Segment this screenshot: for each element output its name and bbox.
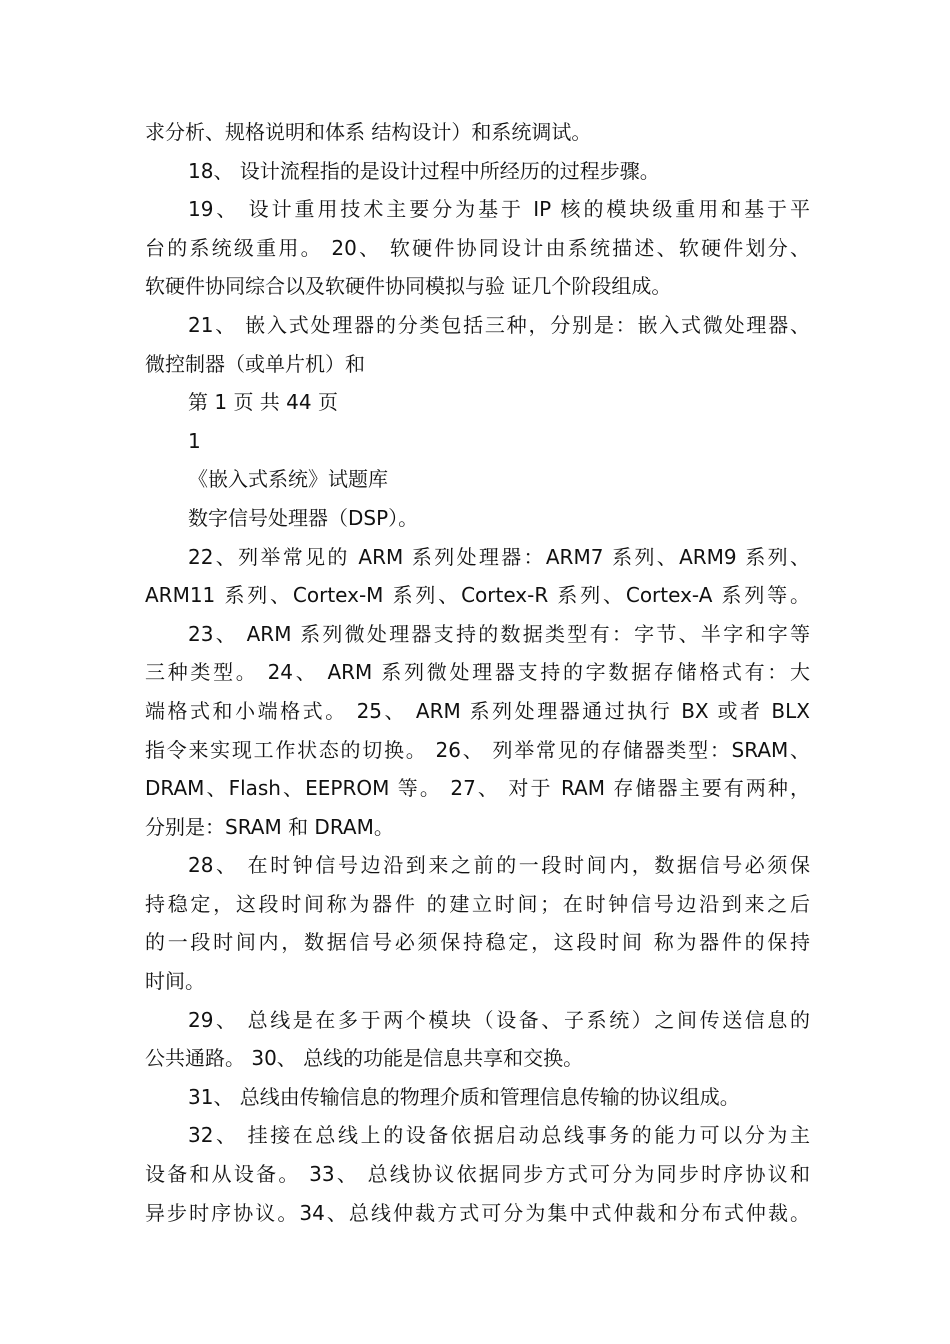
text-line: 公共通路。 30、 总线的功能是信息共享和交换。	[145, 1046, 584, 1071]
text-line: ARM11 系列、Cortex-M 系列、Cortex-R 系列、Cortex-A 系列等。	[145, 583, 810, 608]
text-line: 32、 挂接在总线上的设备依据启动总线事务的能力可以分为主	[188, 1123, 810, 1148]
text-line: 时间。	[145, 969, 205, 994]
text-line: 19、 设计重用技术主要分为基于 IP 核的模块级重用和基于平	[188, 197, 810, 222]
text-line: 1	[188, 428, 201, 453]
text-line: 三种类型。 24、 ARM 系列微处理器支持的字数据存储格式有：大	[145, 660, 810, 685]
text-line: 指令来实现工作状态的切换。 26、 列举常见的存储器类型：SRAM、	[145, 737, 810, 762]
text-line: 21、 嵌入式处理器的分类包括三种，分别是：嵌入式微处理器、	[188, 312, 810, 337]
text-line: 设备和从设备。 33、 总线协议依据同步方式可分为同步时序协议和	[145, 1162, 810, 1187]
text-line: 求分析、规格说明和体系 结构设计）和系统调试。	[145, 120, 592, 144]
text-line: 持稳定，这段时间称为器件 的建立时间；在时钟信号边沿到来之后	[145, 891, 810, 916]
text-line: 分别是：SRAM 和 DRAM。	[145, 814, 394, 839]
text-line: 端格式和小端格式。 25、 ARM 系列处理器通过执行 BX 或者 BLX	[145, 698, 810, 723]
text-line: 台的系统级重用。 20、 软硬件协同设计由系统描述、软硬件划分、	[145, 235, 810, 260]
text-line: 微控制器（或单片机）和	[145, 351, 365, 376]
text-line: 28、 在时钟信号边沿到来之前的一段时间内，数据信号必须保	[188, 853, 810, 878]
text-line: 31、 总线由传输信息的物理介质和管理信息传输的协议组成。	[188, 1084, 740, 1109]
text-line: 软硬件协同综合以及软硬件协同模拟与验 证几个阶段组成。	[145, 274, 672, 299]
document-body	[145, 113, 810, 1232]
text-line: DRAM、Flash、EEPROM 等。 27、 对于 RAM 存储器主要有两种，	[145, 776, 810, 801]
text-line: 《嵌入式系统》试题库	[188, 467, 388, 492]
text-line: 的一段时间内，数据信号必须保持稳定，这段时间 称为器件的保持	[145, 930, 810, 955]
text-line: 18、 设计流程指的是设计过程中所经历的过程步骤。	[188, 158, 660, 183]
text-line: 数字信号处理器（DSP）。	[188, 505, 419, 530]
text-line: 23、 ARM 系列微处理器支持的数据类型有：字节、半字和字等	[188, 621, 810, 646]
text-line: 22、列举常见的 ARM 系列处理器：ARM7 系列、ARM9 系列、	[188, 544, 810, 569]
text-line: 29、 总线是在多于两个模块（设备、子系统）之间传送信息的	[188, 1007, 810, 1032]
text-line: 第 1 页 共 44 页	[188, 390, 338, 415]
text-line: 异步时序协议。34、总线仲裁方式可分为集中式仲裁和分布式仲裁。	[145, 1200, 810, 1225]
